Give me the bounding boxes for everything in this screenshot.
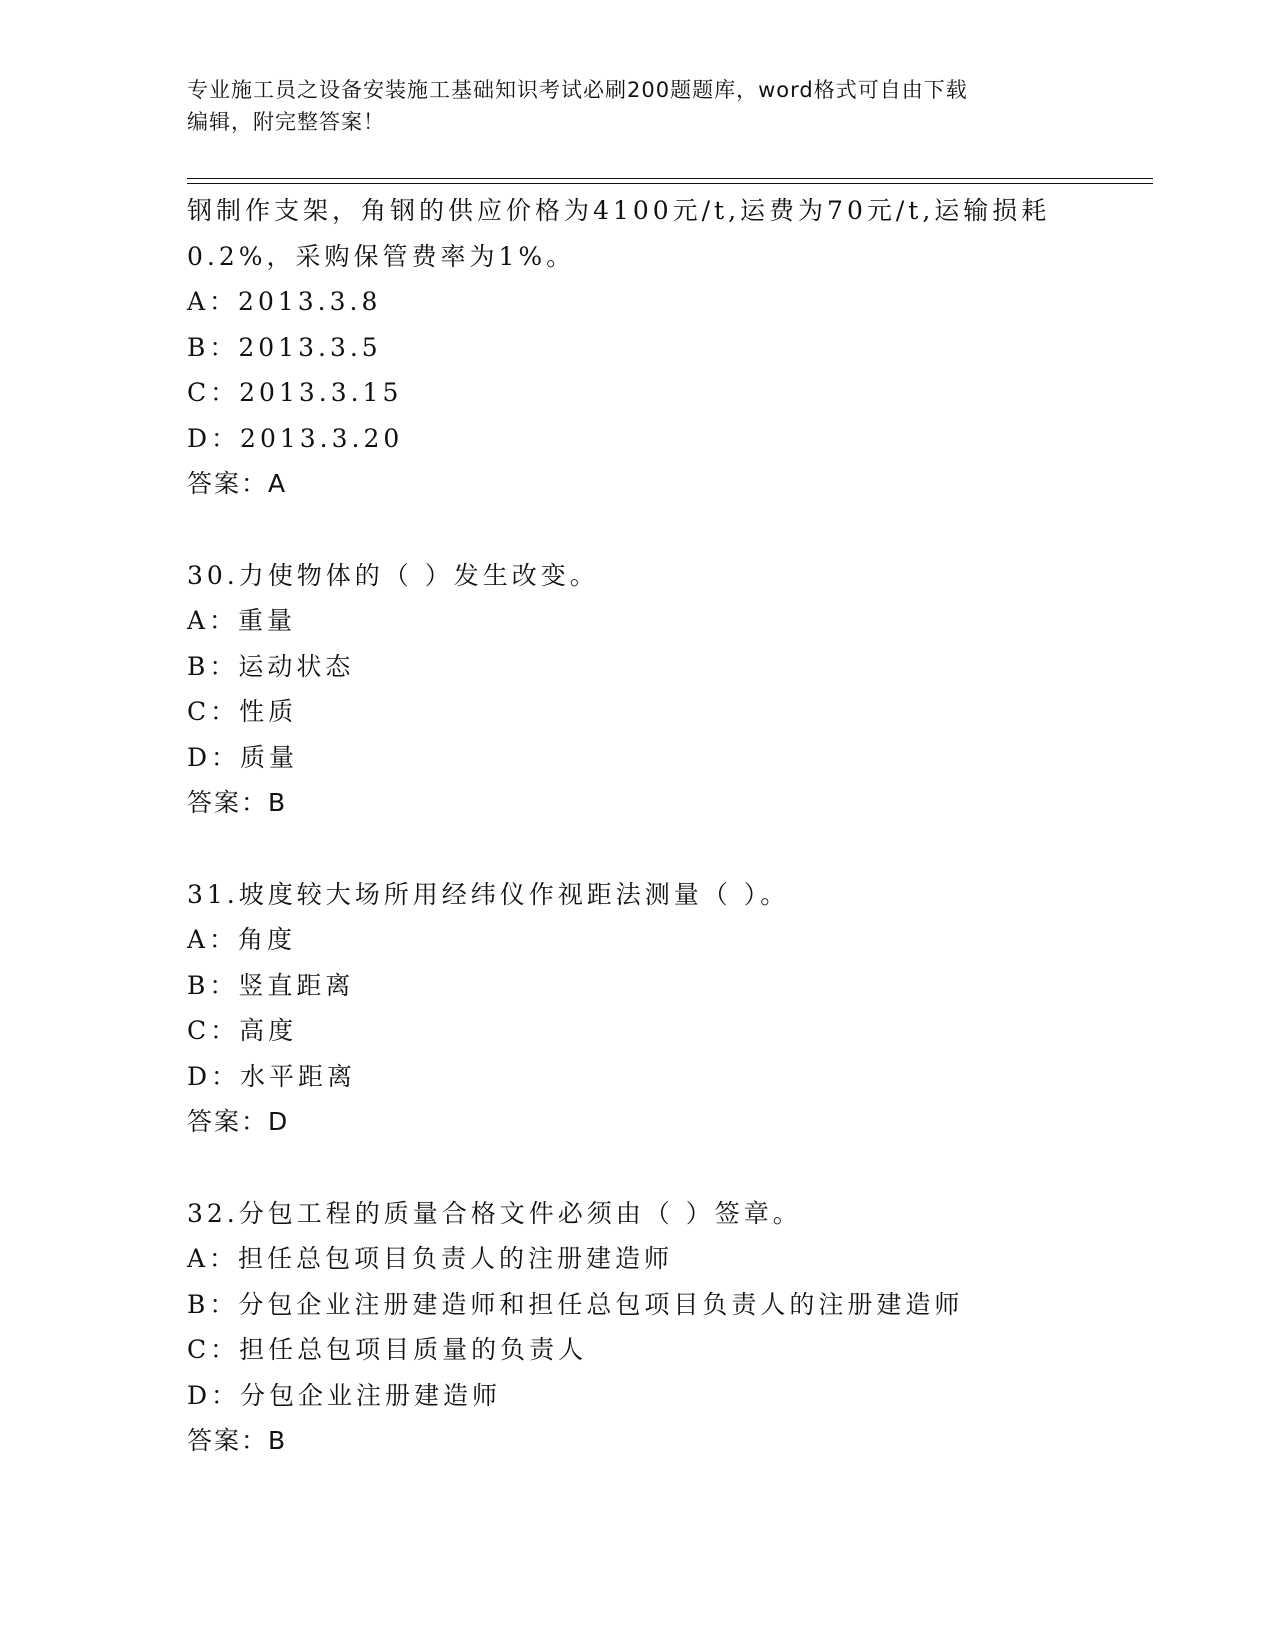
option-d: D：分包企业注册建造师 xyxy=(187,1380,502,1410)
option-b: B：分包企业注册建造师和担任总包项目负责人的注册建造师 xyxy=(187,1289,964,1319)
spacer xyxy=(187,826,1087,872)
document-header xyxy=(187,74,1087,138)
question-31 xyxy=(187,872,1087,1145)
header-divider-bottom xyxy=(187,183,1153,184)
option-b: B：运动状态 xyxy=(187,651,355,681)
option-c: C：高度 xyxy=(187,1016,298,1045)
answer-label: 答案：D xyxy=(187,1107,290,1136)
option-c: C：性质 xyxy=(187,697,298,726)
option-d: D：质量 xyxy=(187,742,299,772)
answer-label: 答案：A xyxy=(187,469,288,498)
question-stem-line: 0.2%，采购保管费率为1%。 xyxy=(187,241,576,271)
answer-label: 答案：B xyxy=(187,1426,288,1455)
question-list xyxy=(187,188,1087,1464)
question-32 xyxy=(187,1191,1087,1464)
question-30 xyxy=(187,553,1087,826)
option-a: A：2013.3.8 xyxy=(187,287,382,316)
option-d: D：2013.3.20 xyxy=(187,423,404,453)
option-a: A：担任总包项目负责人的注册建造师 xyxy=(187,1244,674,1273)
answer-label: 答案：B xyxy=(187,788,288,817)
question-stem-line: 钢制作支架，角钢的供应价格为4100元/t,运费为70元/t,运输损耗 xyxy=(187,196,1051,225)
header-line-2: 编辑，附完整答案！ xyxy=(187,110,385,134)
spacer xyxy=(187,1145,1087,1191)
option-a: A：角度 xyxy=(187,925,297,954)
option-d: D：水平距离 xyxy=(187,1061,357,1091)
option-c: C：担任总包项目质量的负责人 xyxy=(187,1335,588,1364)
option-c: C：2013.3.15 xyxy=(187,378,403,407)
spacer xyxy=(187,507,1087,553)
option-b: B：2013.3.5 xyxy=(187,332,382,362)
question-stem: 30.力使物体的（ ）发生改变。 xyxy=(187,560,599,590)
question-continued xyxy=(187,188,1087,507)
header-divider-top xyxy=(187,178,1153,179)
option-a: A：重量 xyxy=(187,606,297,635)
option-b: B：竖直距离 xyxy=(187,970,355,1000)
question-stem: 31.坡度较大场所用经纬仪作视距法测量（ ）。 xyxy=(187,879,790,909)
header-line-1: 专业施工员之设备安装施工基础知识考试必刷200题题库，word格式可自由下载 xyxy=(187,78,968,102)
question-stem: 32.分包工程的质量合格文件必须由（ ）签章。 xyxy=(187,1198,802,1228)
